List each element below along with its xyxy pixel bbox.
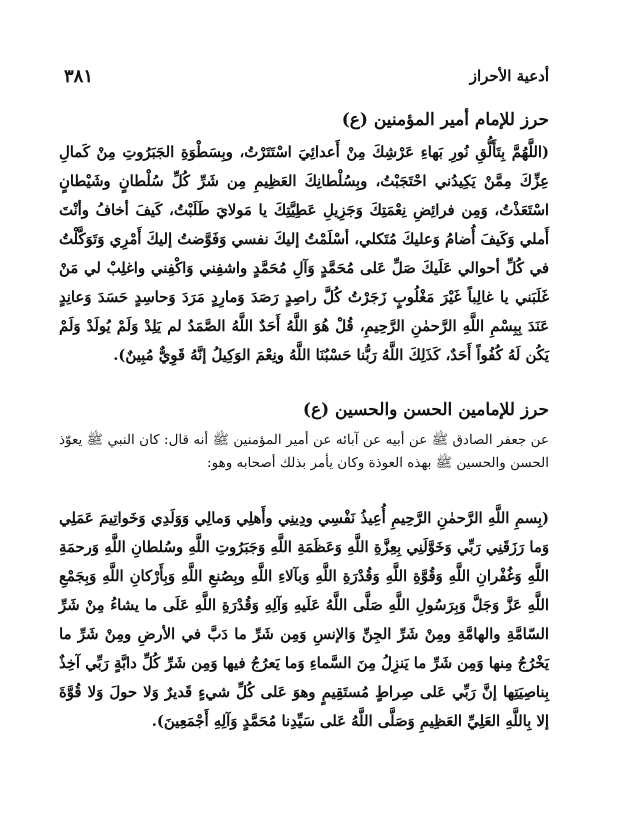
section-title-amir-al-muminin: حرز للإمام أمير المؤمنين (ع)	[341, 110, 549, 130]
section-title-hasan-husayn: حرز للإمامين الحسن والحسين (ع)	[302, 400, 549, 420]
prayer-text-amir-al-muminin: (اللَّهُمَّ بِتَأَلُّقِ نُورِ بَهاءِ عَرْشِكَ مِنْ أَعدائِيَ اسْتَتَرْتُ، وبِسَطْوَةِ الجَبَرُوتِ مِنْ كَمالِ عِزِّكَ مِمَّنْ يَكِيدُني احْتَجَبْتُ، وبِسُلْطانِكَ العَظِيمِ مِن شَرِّ كُلِّ سُلْطانٍ وشَيْطانٍ اسْتَعَذْتُ، وَمِن فرائِضِ نِعْمَتِكَ وَجَزِيلِ عَطِيَّتِكَ يا مَولايَ طَلَبْتُ، كَيفَ أخافُ وأنْتَ أَملي وَكَيفَ أُضامُ وَعليكَ مُتَكلي، أسْلَمْتُ إليكَ نفسي وَفَوَّضتُ إليكَ أَمْرِي وَتَوَكَّلْتُ في كُلِّ أحوالي عَلَيكَ صَلِّ عَلى مُحَمَّدٍ وَآلِ مُحَمَّدٍ واشفِني وَاكْفِني واغلِبْ لي مَنْ غَلَبَني يا غالِباً غَيْرَ مَغْلُوبٍ زَجَرْتُ كُلَّ راصِدٍ رَصَدَ وَمارِدٍ مَرَدَ وَحاسِدٍ حَسَدَ وَعانِدٍ عَنَدَ بِبِسْمِ اللَّهِ الرَّحمٰنِ الرَّحِيمِ، قُلْ هُوَ اللَّهُ أَحَدٌ اللَّهُ الصَّمَدُ لم يَلِدْ وَلَمْ يُولَدْ وَلَمْ يَكُن لَهُ كُفُواً أَحَدٌ، كَذَلِكَ اللَّهُ رَبُّنا حَسْبُنَا اللَّهُ ونِعْمَ الوَكِيلُ إنَّهُ قَوِيٌّ مُبِينٌ).	[59, 144, 549, 364]
narration-paragraph: عن جعفر الصادق ﷺ عن أبيه عن آبائه عن أمير المؤمنين ﷺ أنه قال: كان النبي ﷺ يعوّذ الحسن والحسين ﷺ بهذه العوذة وكان يأمر بذلك أصحابه وهو:	[59, 432, 549, 471]
prayer-text-hasan-husayn: (بِسمِ اللَّهِ الرَّحمٰنِ الرَّحِيمِ أُعِيذُ نَفْسِي ودِينِي وأَهلِي وَمالِي وَوَلَدِي وَخَواتِيمَ عَمَلِي وَما رَزَقَنِي رَبِّي وَخَوَّلَنِي بِعِزَّةِ اللَّهِ وَعَظَمَةِ اللَّهِ وَجَبَرُوتِ اللَّهِ وسُلطانِ اللَّهِ وَرحمَةِ اللَّهِ وَغُفْرانِ اللَّهِ وَقُوَّةِ اللَّهِ وَقُدْرَةِ اللَّهِ وَبآلاءِ اللَّهِ وبِصُنعِ اللَّهِ وَبِأَرْكانِ اللَّهِ وَبِجَمْعِ اللَّهِ عَزَّ وَجَلَّ وَبِرَسُولِ اللَّهِ صَلَّى اللَّهُ عَلَيهِ وَآلِهِ وَقُدْرَةِ اللَّهِ عَلَى ما يشاءُ مِنْ شَرِّ السّامَّةِ والهامَّةِ ومِنْ شَرِّ الجِنِّ وَالإنسِ وَمِن شَرِّ ما دَبَّ في الأرضِ ومِنْ شَرِّ ما يَخْرُجُ مِنها وَمِن شَرِّ ما يَنزِلُ مِنَ السَّماءِ وَما يَعرُجُ فيها وَمِن شَرِّ كُلِّ دابَّةٍ رَبِّي آخِذٌ بِناصِيَتِها إنَّ رَبِّي عَلى صِراطٍ مُستَقِيمٍ وهوَ عَلى كُلِّ شيءٍ قَديرٌ وَلا حولَ وَلا قُوَّةَ إلا بِاللَّهِ العَلِيِّ العَظِيمِ وَصَلَّى اللَّهُ عَلى سَيِّدِنا مُحَمَّدٍ وَآلِهِ أَجْمَعِينَ).	[59, 510, 549, 730]
running-title: أدعية الأحراز	[469, 67, 549, 85]
running-header	[64, 62, 549, 90]
page-number: ٣٨١	[64, 65, 94, 87]
